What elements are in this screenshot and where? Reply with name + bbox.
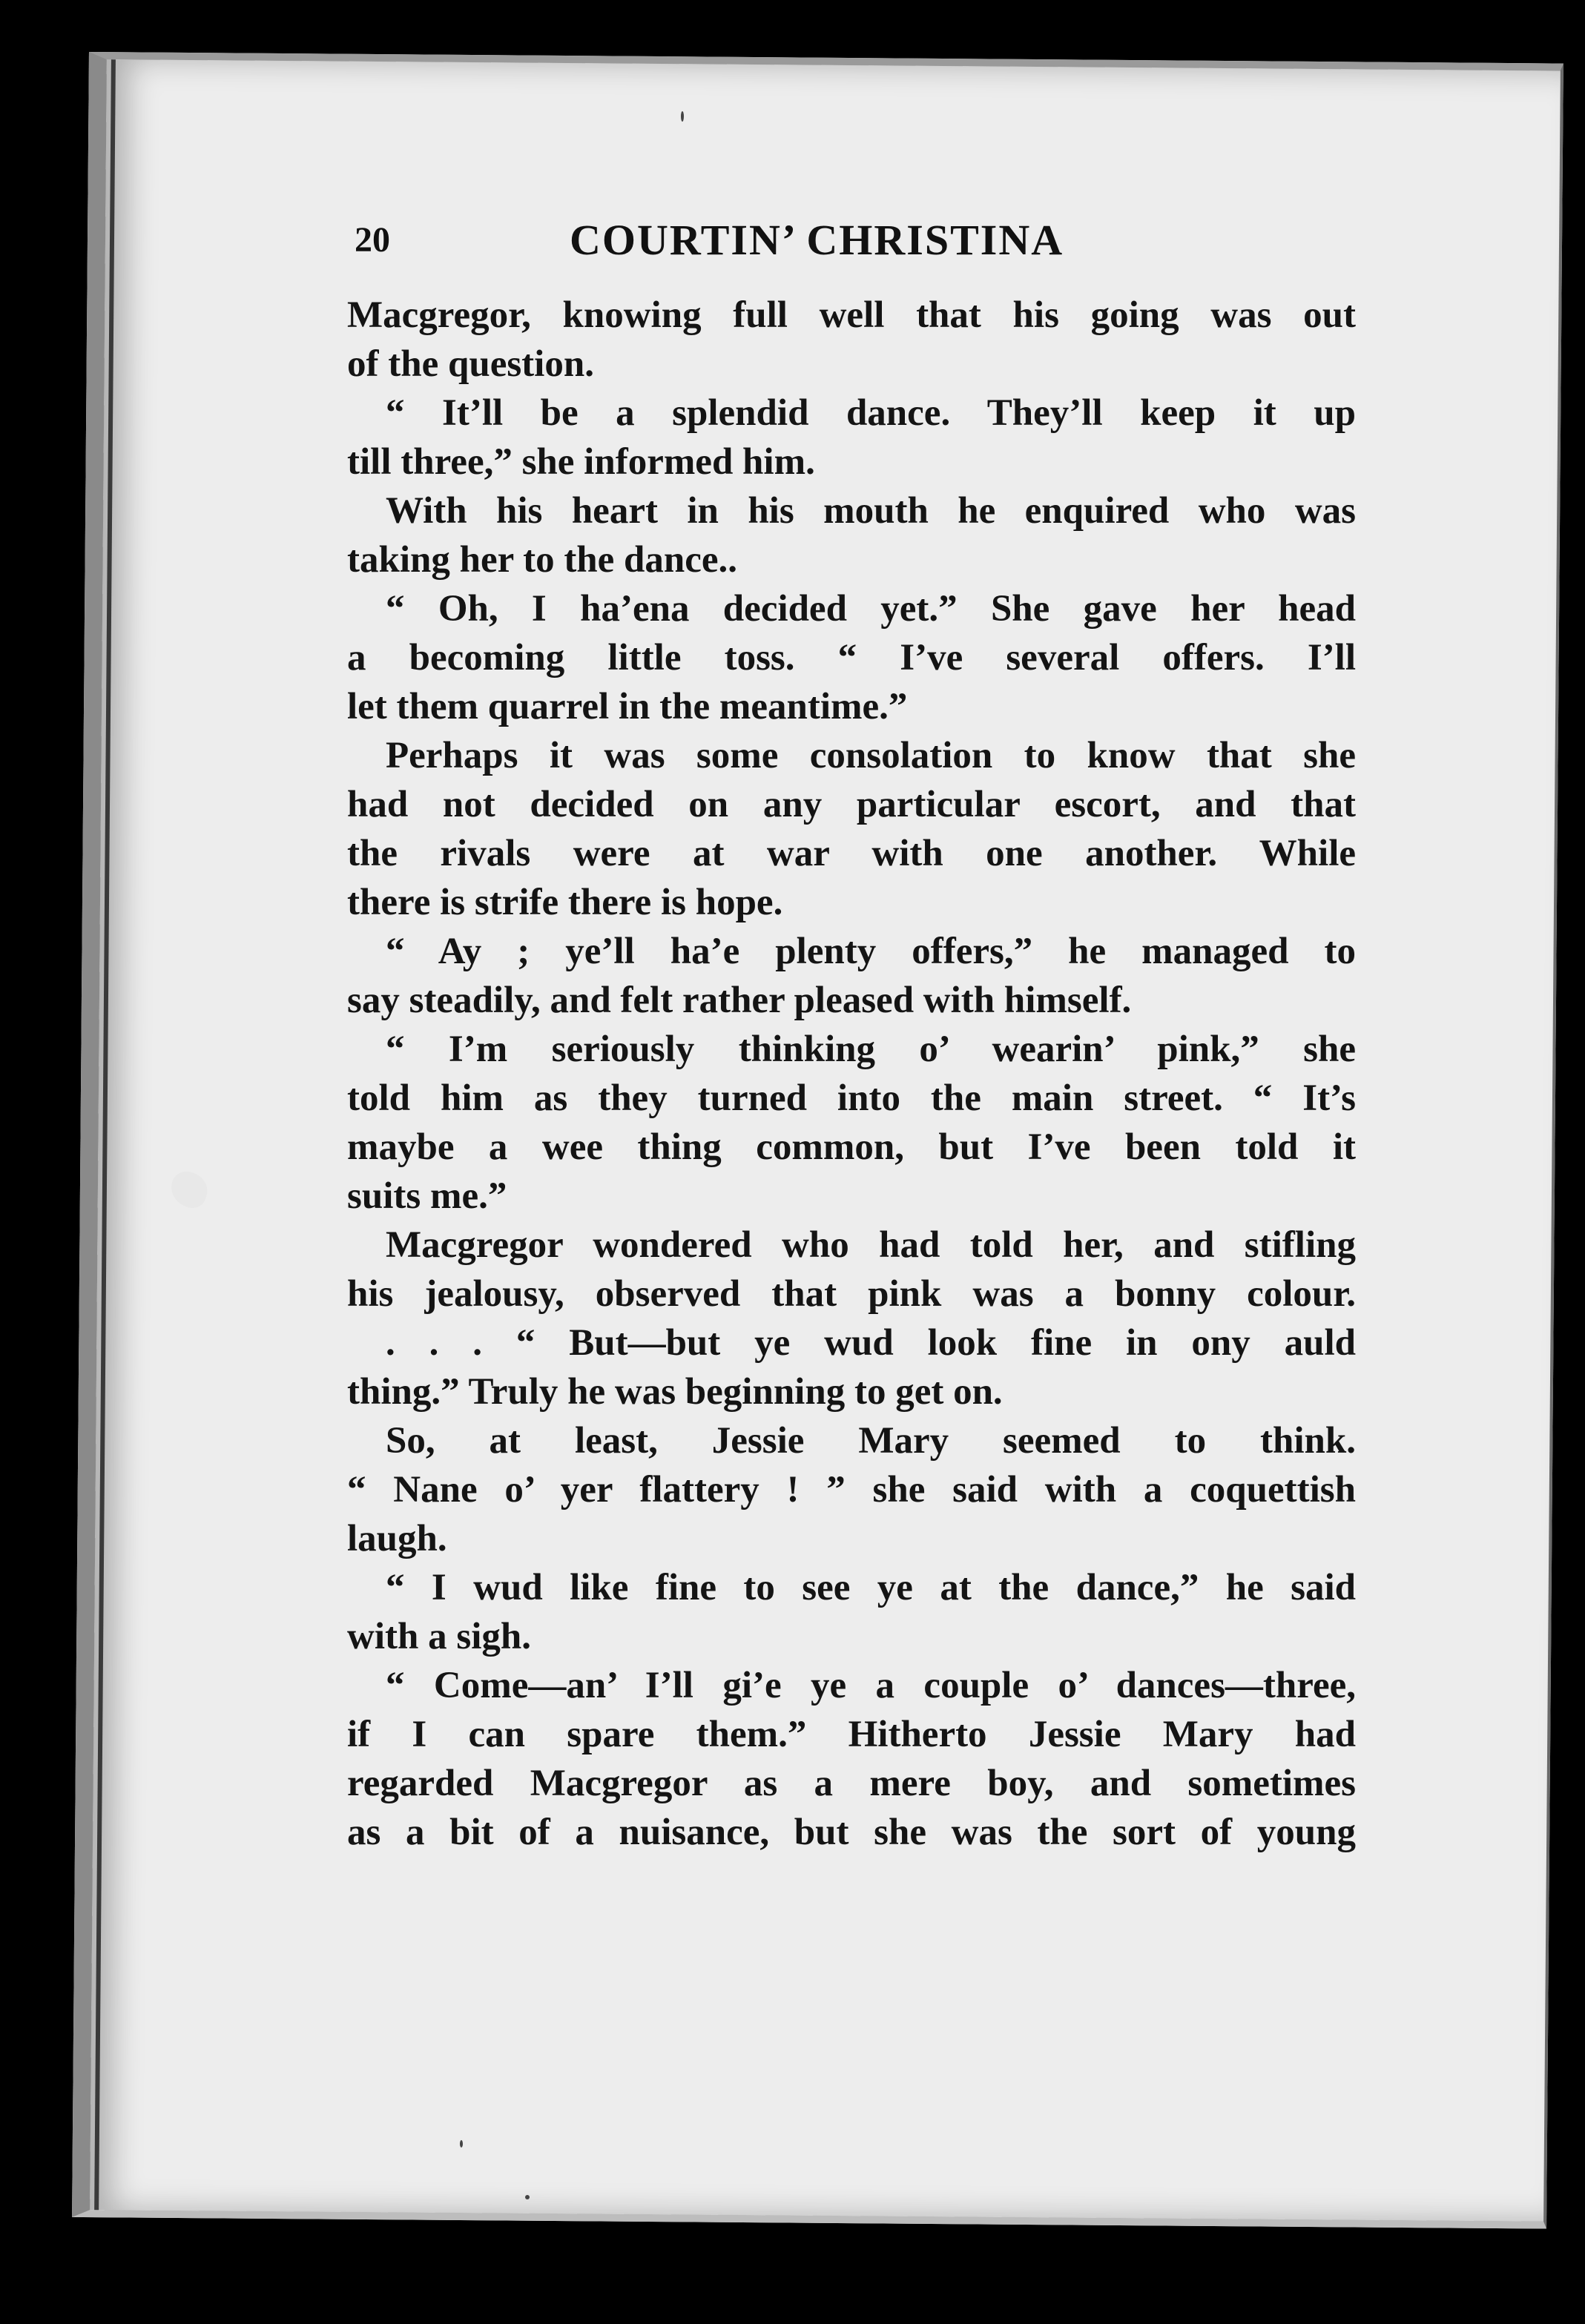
text-line: “ Nane o’ yer flattery ! ” she said with a coquettish (347, 1469, 1356, 1511)
text-line: Macgregor, knowing full well that his going was out (347, 294, 1356, 336)
text-line: had not decided on any particular escort, and that (347, 784, 1356, 825)
text-line: told him as they turned into the main street. “ It’s (347, 1077, 1356, 1119)
text-line: there is strife there is hope. (347, 882, 783, 923)
text-line: say steadily, and felt rather pleased with himself. (347, 980, 1132, 1021)
text-line: With his heart in his mouth he enquired who was (386, 490, 1356, 532)
text-line: of the question. (347, 343, 594, 385)
text-line: with a sigh. (347, 1616, 531, 1657)
text-line: regarded Macgregor as a mere boy, and sometimes (347, 1763, 1356, 1804)
margin-smudge (165, 1167, 212, 1212)
text-line: “ Oh, I ha’ena decided yet.” She gave her head (386, 588, 1356, 630)
text-line: till three,” she informed him. (347, 441, 815, 483)
text-line: “ I’m seriously thinking o’ wearin’ pink,” she (386, 1029, 1356, 1070)
text-line: suits me.” (347, 1175, 507, 1217)
text-line: thing.” Truly he was beginning to get on. (347, 1371, 1003, 1413)
text-line: “ Come—an’ I’ll gi’e ye a couple o’ dances—three, (386, 1665, 1356, 1706)
text-line: Macgregor wondered who had told her, and stifling (386, 1224, 1356, 1266)
text-line: maybe a wee thing common, but I’ve been told it (347, 1126, 1356, 1168)
text-line: the rivals were at war with one another. While (347, 833, 1356, 874)
text-line: “ I wud like fine to see ye at the dance,” he said (386, 1567, 1356, 1608)
text-line: So, at least, Jessie Mary seemed to think. (386, 1420, 1356, 1462)
text-line: let them quarrel in the meantime.” (347, 686, 908, 727)
running-title: COURTIN’ CHRISTINA (570, 216, 1064, 264)
text-line: laugh. (347, 1518, 447, 1559)
text-line: Perhaps it was some consolation to know that she (386, 735, 1356, 776)
text-line: as a bit of a nuisance, but she was the sort of young (347, 1812, 1356, 1853)
text-line: if I can spare them.” Hitherto Jessie Mary had (347, 1714, 1356, 1755)
text-line: “ Ay ; ye’ll ha’e plenty offers,” he managed to (386, 931, 1356, 972)
page-number: 20 (355, 220, 390, 260)
text-line: a becoming little toss. “ I’ve several offers. I’ll (347, 637, 1356, 679)
body-text (347, 291, 1356, 1857)
dust-speck (681, 111, 684, 122)
text-line: “ It’ll be a splendid dance. They’ll keep it up (386, 392, 1356, 434)
dust-speck (525, 2195, 530, 2199)
text-line: taking her to the dance.. (347, 539, 738, 581)
text-line: his jealousy, observed that pink was a bonny colour. (347, 1273, 1356, 1315)
dust-speck (460, 2140, 463, 2148)
text-line: . . . “ But—but ye wud look fine in ony auld (386, 1322, 1356, 1364)
